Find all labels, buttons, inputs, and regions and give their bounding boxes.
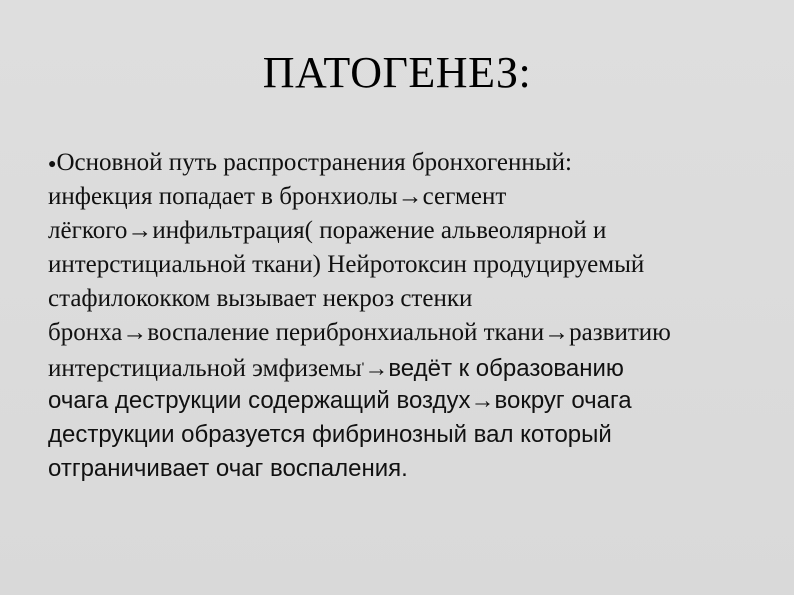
body-line-5: стафилококком вызывает некроз стенки: [48, 285, 473, 312]
bullet-icon: ●: [48, 155, 57, 171]
body-line-1-text: Основной путь распространения бронхогенный:: [56, 149, 572, 176]
body-line-3: лёгкого→инфильтрация( поражение альвеолярной и: [48, 217, 607, 244]
slide-title: ПАТОГЕНЕЗ:: [262, 48, 532, 97]
body-line-1: [48, 146, 768, 180]
apostrophe-mark: ': [361, 359, 365, 375]
body-line-7-sans-text: →ведёт к образованию: [364, 355, 624, 382]
body-line-7-serif-text: интерстициальной эмфиземы: [48, 355, 362, 382]
body-line-10: отграничивает очаг воспаления.: [48, 455, 408, 482]
body-line-2: инфекция попадает в бронхиолы→сегмент: [48, 183, 507, 210]
body-line-8: очага деструкции содержащий воздух→вокруг очага: [48, 387, 632, 414]
body-line-6: бронха→воспаление перибронхиальной ткани→развитию: [48, 319, 671, 346]
slide-body-text: [48, 146, 768, 486]
body-line-7: [48, 350, 768, 384]
body-line-4: интерстициальной ткани) Нейротоксин продуцируемый: [48, 251, 645, 278]
body-line-9: деструкции образуется фибринозный вал который: [48, 421, 612, 448]
